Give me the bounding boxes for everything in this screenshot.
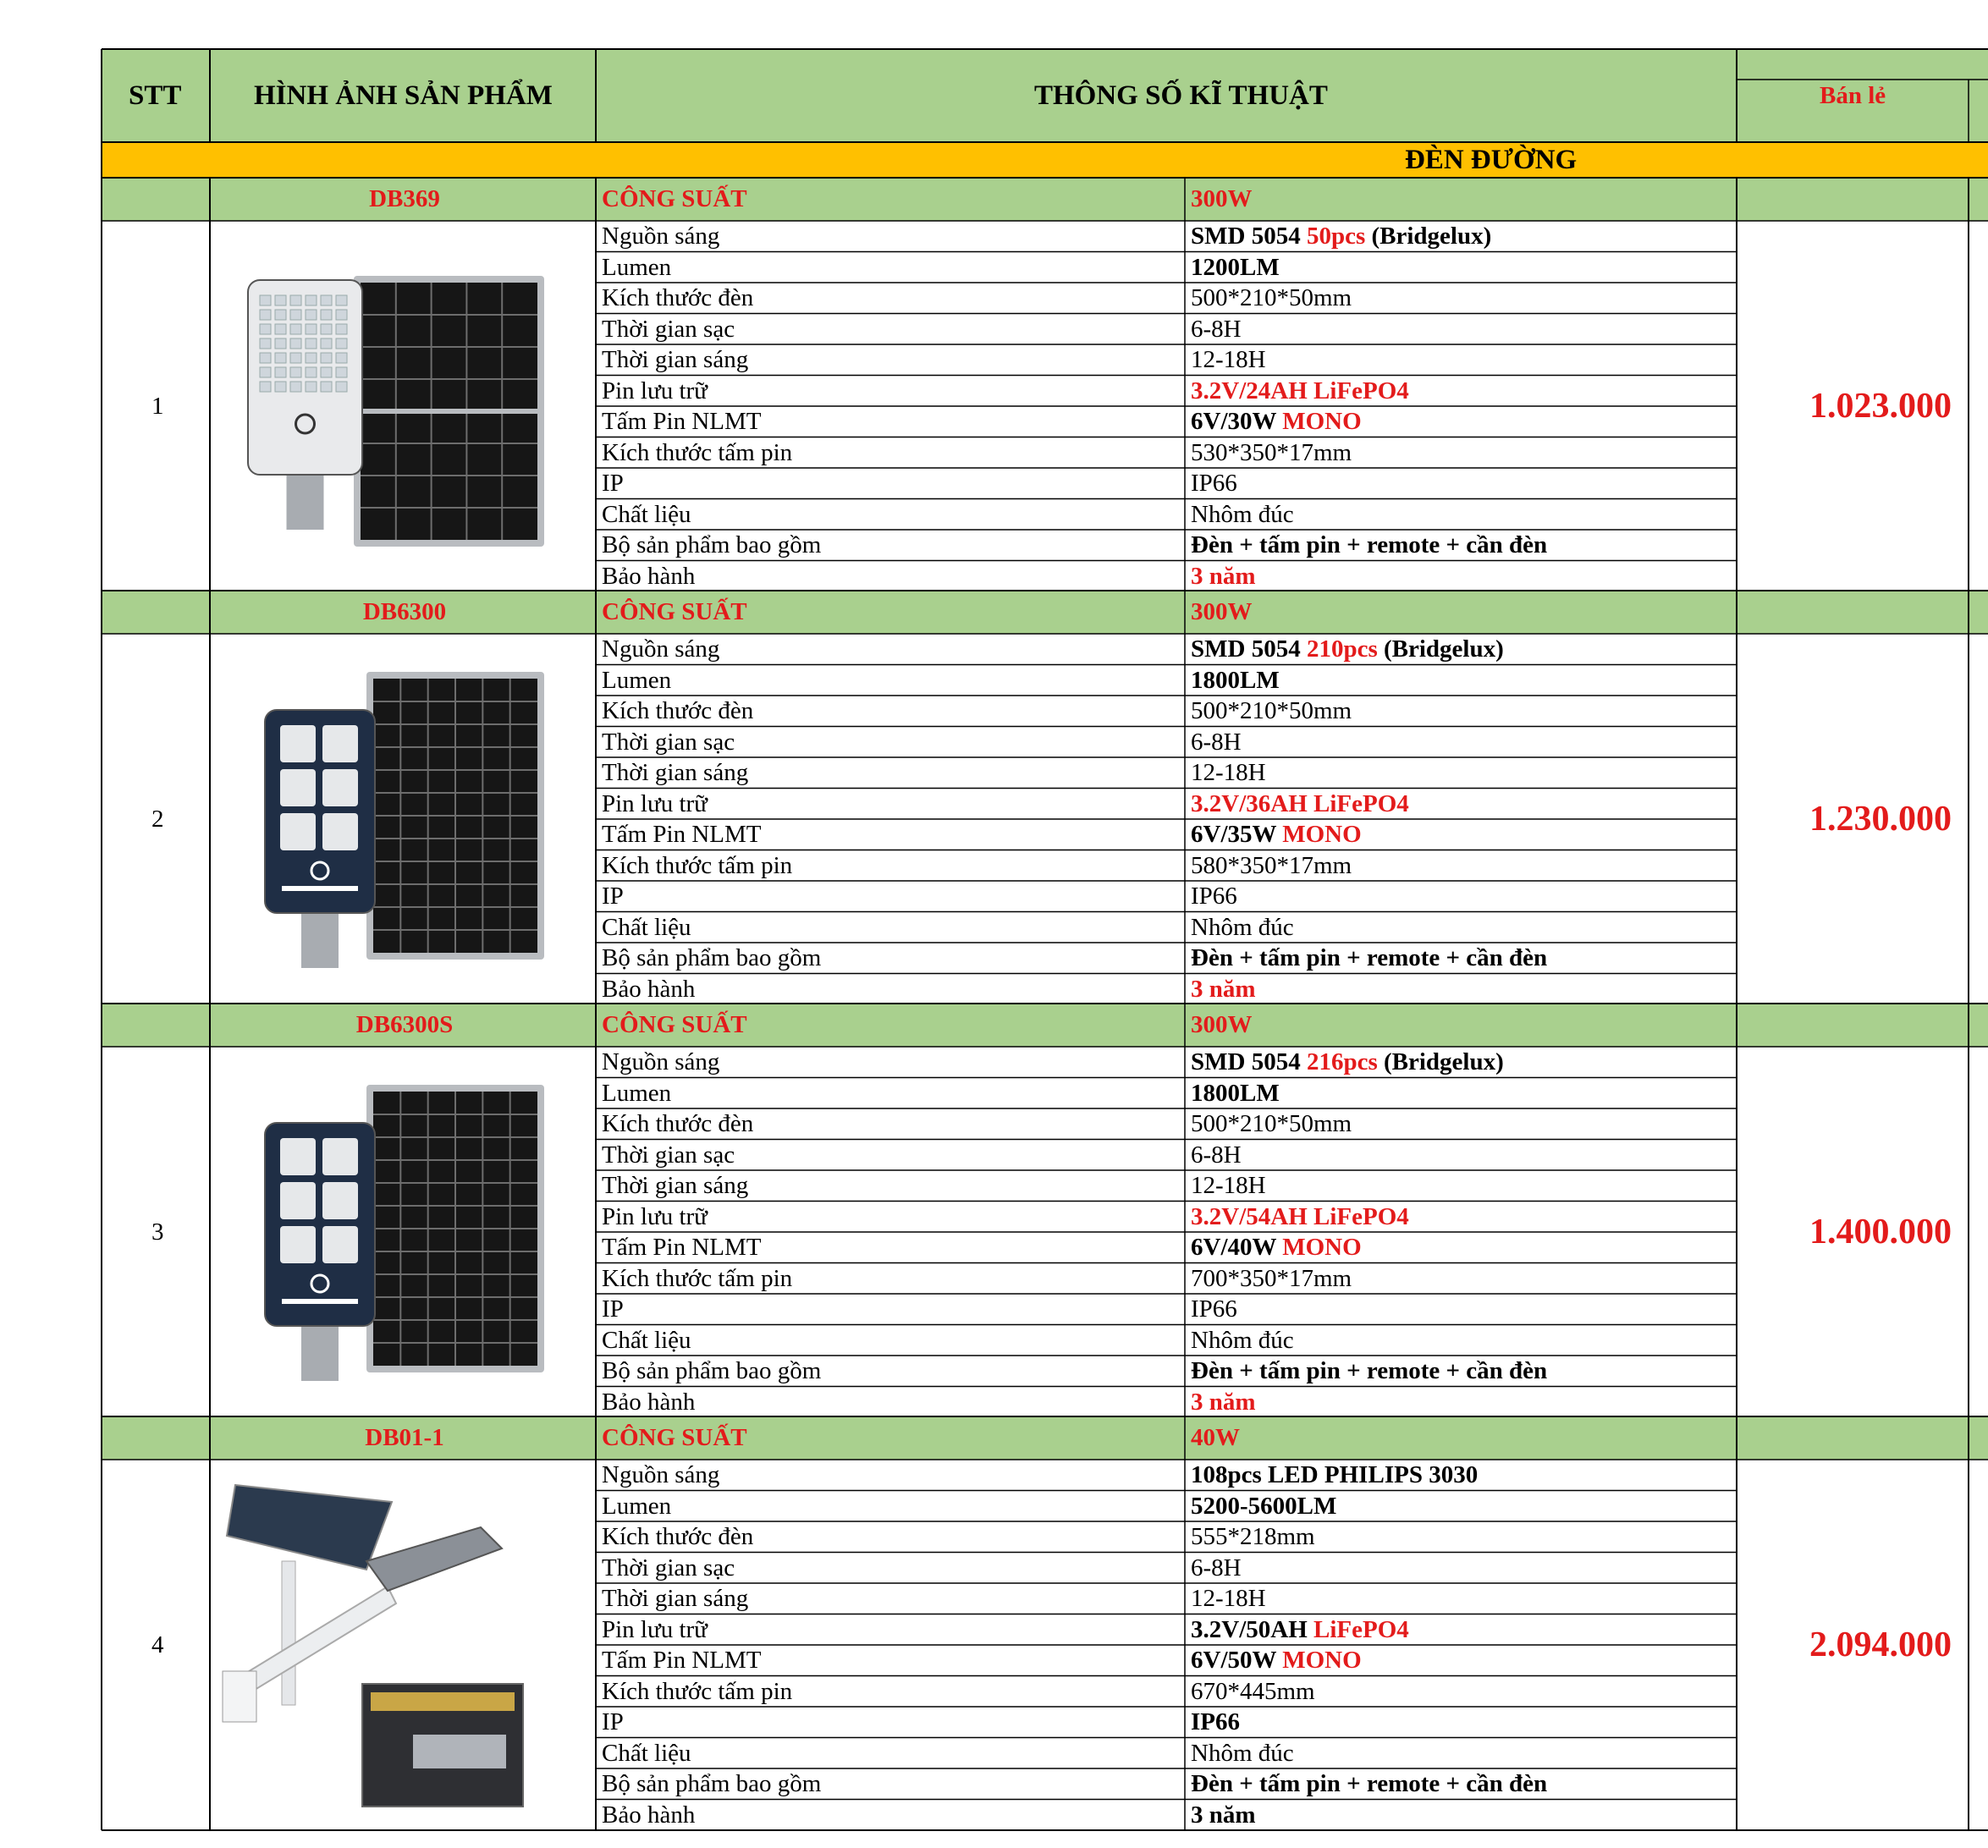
spec-value-part: 1200LM	[1191, 253, 1280, 281]
retail-price: 2.094.000	[1809, 1625, 1952, 1664]
solar-street-light-image	[265, 672, 544, 968]
spec-label: Chất liệu	[602, 500, 691, 528]
spec-value-part: SMD 5054	[1191, 223, 1307, 250]
header-image: HÌNH ẢNH SẢN PHẨM	[254, 80, 553, 111]
power-value: 40W	[1191, 1424, 1240, 1451]
spec-label: IP	[602, 1295, 624, 1323]
spec-label: Kích thước đèn	[602, 1523, 754, 1550]
spec-label: Kích thước tấm pin	[602, 438, 793, 466]
spec-value	[1191, 1677, 1315, 1705]
spec-value	[1191, 500, 1294, 528]
spec-value-part: 50pcs	[1306, 223, 1366, 250]
row-number: 1	[151, 393, 164, 420]
spec-label: Nguồn sáng	[602, 1461, 720, 1488]
spec-value-part: 580*350*17mm	[1191, 851, 1352, 879]
spec-value-part: 6-8H	[1191, 315, 1242, 343]
spec-label: Nguồn sáng	[602, 1048, 720, 1075]
spec-value-part: Đèn + tấm pin + remote + cần đèn	[1191, 944, 1548, 971]
spec-value	[1191, 1648, 1362, 1673]
spec-value	[1191, 761, 1266, 785]
spec-value-part: Đèn + tấm pin + remote + cần đèn	[1191, 531, 1548, 558]
spec-label: Bảo hành	[602, 975, 696, 1003]
spec-value-part: (Bridgelux)	[1377, 1048, 1504, 1075]
spec-value	[1191, 699, 1352, 723]
spec-value	[1191, 977, 1256, 1002]
spec-label: Pin lưu trữ	[602, 377, 708, 404]
spec-value	[1191, 1202, 1409, 1230]
spec-value-part: 3 năm	[1191, 562, 1256, 590]
spec-value	[1191, 1112, 1352, 1136]
spec-value-part: 1800LM	[1191, 1079, 1280, 1107]
section-title: ĐÈN ĐƯỜNG	[1405, 145, 1578, 175]
spec-value-part: MONO	[1282, 821, 1362, 848]
spec-label: Kích thước tấm pin	[602, 1264, 793, 1292]
power-label: CÔNG SUẤT	[602, 1424, 747, 1451]
spec-label: Thời gian sạc	[602, 1141, 735, 1169]
spec-label: Bảo hành	[602, 1388, 696, 1416]
spec-value	[1191, 286, 1352, 311]
spec-value	[1191, 1174, 1266, 1198]
row-number: 3	[151, 1218, 164, 1246]
solar-street-light-image	[265, 1085, 544, 1381]
spec-label: Chất liệu	[602, 913, 691, 941]
power-value: 300W	[1191, 1011, 1253, 1038]
spec-value-part: 3.2V/36AH LiFePO4	[1191, 789, 1409, 817]
spec-label: IP	[602, 883, 624, 910]
spec-value-part: 6-8H	[1191, 1141, 1242, 1169]
retail-price: 1.023.000	[1809, 387, 1952, 426]
spec-value	[1191, 1494, 1336, 1519]
spec-value-part: 5200-5600LM	[1191, 1492, 1337, 1520]
spec-value	[1191, 884, 1237, 909]
spec-value	[1191, 317, 1242, 342]
spec-value	[1191, 1235, 1362, 1260]
spec-label: Chất liệu	[602, 1326, 691, 1354]
spec-value-part: Đèn + tấm pin + remote + cần đèn	[1191, 1357, 1548, 1384]
spec-label: Kích thước đèn	[602, 1110, 754, 1137]
spec-label: Bảo hành	[602, 562, 696, 590]
spec-label: Pin lưu trữ	[602, 1202, 708, 1230]
spec-value	[1191, 1741, 1294, 1766]
product-model: DB6300S	[355, 1011, 454, 1038]
spec-value-part: 108pcs LED PHILIPS 3030	[1191, 1461, 1479, 1488]
spec-value	[1191, 533, 1547, 558]
spec-label: Tấm Pin NLMT	[602, 1647, 762, 1674]
spec-value-part: 210pcs	[1306, 635, 1378, 663]
section-row-bg	[102, 142, 1988, 178]
spec-label: Bộ sản phẩm bao gồm	[602, 531, 822, 558]
spec-value	[1191, 410, 1362, 434]
spec-value	[1191, 1390, 1256, 1415]
spec-value-part: MONO	[1282, 1647, 1362, 1674]
spec-label: Tấm Pin NLMT	[602, 821, 762, 848]
spec-value	[1191, 1143, 1242, 1168]
product-model: DB6300	[362, 598, 447, 625]
power-label: CÔNG SUẤT	[602, 598, 747, 625]
header-stt: STT	[129, 80, 182, 111]
spec-value-part: 670*445mm	[1191, 1677, 1315, 1705]
spec-value	[1191, 730, 1242, 755]
spec-value-part: 3.2V/50AH	[1191, 1615, 1313, 1643]
spec-label: Tấm Pin NLMT	[602, 408, 762, 435]
spec-value-part: Nhôm đúc	[1191, 913, 1294, 941]
header-retail: Bán lẻ	[1820, 82, 1886, 109]
retail-price: 1.230.000	[1809, 800, 1952, 839]
spec-value-part: 530*350*17mm	[1191, 438, 1352, 466]
spec-value-part: 3 năm	[1191, 1801, 1256, 1829]
spec-label: Pin lưu trữ	[602, 1615, 708, 1643]
header-specs: THÔNG SỐ KĨ THUẬT	[1034, 80, 1328, 111]
spec-value-part: 12-18H	[1191, 346, 1266, 373]
spec-value	[1191, 1050, 1504, 1075]
spec-value-part: 6V/30W	[1191, 408, 1283, 435]
spec-label: Thời gian sạc	[602, 1554, 735, 1581]
spec-value-part: Nhôm đúc	[1191, 1326, 1294, 1354]
power-value: 300W	[1191, 185, 1253, 212]
product-model: DB01-1	[365, 1424, 444, 1451]
solar-street-light-image	[248, 276, 544, 547]
spec-value	[1191, 1297, 1237, 1322]
spec-value-part: 500*210*50mm	[1191, 697, 1352, 724]
spec-label: Bộ sản phẩm bao gồm	[602, 944, 822, 971]
spec-value-part: 3.2V/24AH LiFePO4	[1191, 377, 1409, 404]
spec-value	[1191, 1525, 1315, 1549]
spec-value	[1191, 1772, 1547, 1796]
power-label: CÔNG SUẤT	[602, 185, 747, 212]
spec-value	[1191, 1803, 1256, 1828]
spec-value-part: IP66	[1191, 1295, 1237, 1323]
spec-value	[1191, 348, 1266, 372]
spec-value	[1191, 564, 1256, 589]
spec-label: Kích thước đèn	[602, 284, 754, 311]
spec-value	[1191, 913, 1294, 941]
spec-value-part: 6-8H	[1191, 1554, 1242, 1581]
spec-value	[1191, 1264, 1352, 1292]
spec-value-part: LiFePO4	[1313, 1615, 1409, 1643]
spec-value	[1191, 789, 1409, 817]
spec-value	[1191, 668, 1280, 693]
spec-value-part: 700*350*17mm	[1191, 1264, 1352, 1292]
spec-value-part: Nhôm đúc	[1191, 500, 1294, 528]
spec-label: Bộ sản phẩm bao gồm	[602, 1770, 822, 1797]
spec-value-part: (Bridgelux)	[1377, 635, 1504, 663]
spec-label: Bộ sản phẩm bao gồm	[602, 1357, 822, 1384]
spec-value-part: 3.2V/54AH LiFePO4	[1191, 1202, 1409, 1230]
spec-value	[1191, 1359, 1547, 1383]
power-label: CÔNG SUẤT	[602, 1011, 747, 1038]
spec-label: Lumen	[602, 1492, 672, 1520]
spec-value-part: IP66	[1191, 883, 1237, 910]
spec-label: Lumen	[602, 253, 672, 281]
spec-value	[1191, 1081, 1280, 1106]
spec-label: IP	[602, 470, 624, 497]
spec-value	[1191, 438, 1352, 466]
spec-value	[1191, 1556, 1242, 1581]
spec-value	[1191, 851, 1352, 879]
spec-label: Thời gian sạc	[602, 315, 735, 343]
power-value: 300W	[1191, 598, 1253, 625]
row-number: 4	[151, 1631, 164, 1658]
spec-value-part: 3 năm	[1191, 975, 1256, 1003]
spec-value	[1191, 637, 1504, 662]
spec-value	[1191, 822, 1362, 847]
spec-label: Kích thước đèn	[602, 697, 754, 724]
spec-value	[1191, 1615, 1409, 1643]
spec-value-part: SMD 5054	[1191, 1048, 1307, 1075]
spec-value	[1191, 1328, 1294, 1353]
spec-value	[1191, 1710, 1240, 1735]
spec-value-part: 6V/50W	[1191, 1647, 1283, 1674]
spec-value-part: 3 năm	[1191, 1388, 1256, 1416]
spec-value	[1191, 379, 1409, 404]
spec-value-part: Nhôm đúc	[1191, 1739, 1294, 1767]
spec-value	[1191, 946, 1547, 971]
spec-value-part: 6-8H	[1191, 728, 1242, 756]
spec-label: Kích thước tấm pin	[602, 851, 793, 879]
spec-label: Thời gian sáng	[602, 1172, 749, 1199]
spec-value-part: MONO	[1282, 1234, 1362, 1261]
spec-value-part: MONO	[1282, 408, 1362, 435]
spec-value	[1191, 1463, 1478, 1488]
spec-value	[1191, 1587, 1266, 1611]
retail-price: 1.400.000	[1809, 1213, 1952, 1251]
spec-label: IP	[602, 1708, 624, 1735]
spec-value-part: 216pcs	[1306, 1048, 1378, 1075]
spec-label: Thời gian sáng	[602, 759, 749, 786]
spec-value	[1191, 253, 1280, 281]
spec-value-part: 12-18H	[1191, 1585, 1266, 1612]
spec-value-part: 555*218mm	[1191, 1523, 1315, 1550]
spec-label: Chất liệu	[602, 1739, 691, 1767]
spec-value-part: 1800LM	[1191, 666, 1280, 694]
spec-value-part: 12-18H	[1191, 1172, 1266, 1199]
spec-value-part: (Bridgelux)	[1365, 223, 1492, 250]
spec-value-part: 500*210*50mm	[1191, 284, 1352, 311]
spec-label: Tấm Pin NLMT	[602, 1234, 762, 1261]
spec-value-part: SMD 5054	[1191, 635, 1307, 663]
spec-value-part: 500*210*50mm	[1191, 1110, 1352, 1137]
spec-label: Thời gian sáng	[602, 1585, 749, 1612]
spec-value-part: 12-18H	[1191, 759, 1266, 786]
spec-value-part: IP66	[1191, 470, 1237, 497]
spec-label: Lumen	[602, 666, 672, 694]
spec-label: Nguồn sáng	[602, 223, 720, 250]
spec-value	[1191, 471, 1237, 496]
spec-value-part: 6V/35W	[1191, 821, 1283, 848]
spec-label: Pin lưu trữ	[602, 789, 708, 817]
product-model: DB369	[369, 185, 440, 212]
spec-value-part: 6V/40W	[1191, 1234, 1283, 1261]
spec-value	[1191, 224, 1491, 249]
spec-label: Thời gian sạc	[602, 728, 735, 756]
spec-label: Bảo hành	[602, 1801, 696, 1829]
spec-label: Kích thước tấm pin	[602, 1677, 793, 1705]
spec-label: Nguồn sáng	[602, 635, 720, 663]
spec-value-part: IP66	[1191, 1708, 1240, 1735]
row-number: 2	[151, 806, 164, 833]
spec-value-part: Đèn + tấm pin + remote + cần đèn	[1191, 1770, 1548, 1797]
spec-label: Lumen	[602, 1079, 672, 1107]
solar-street-light-arm-image	[223, 1485, 523, 1807]
spec-label: Thời gian sáng	[602, 346, 749, 373]
